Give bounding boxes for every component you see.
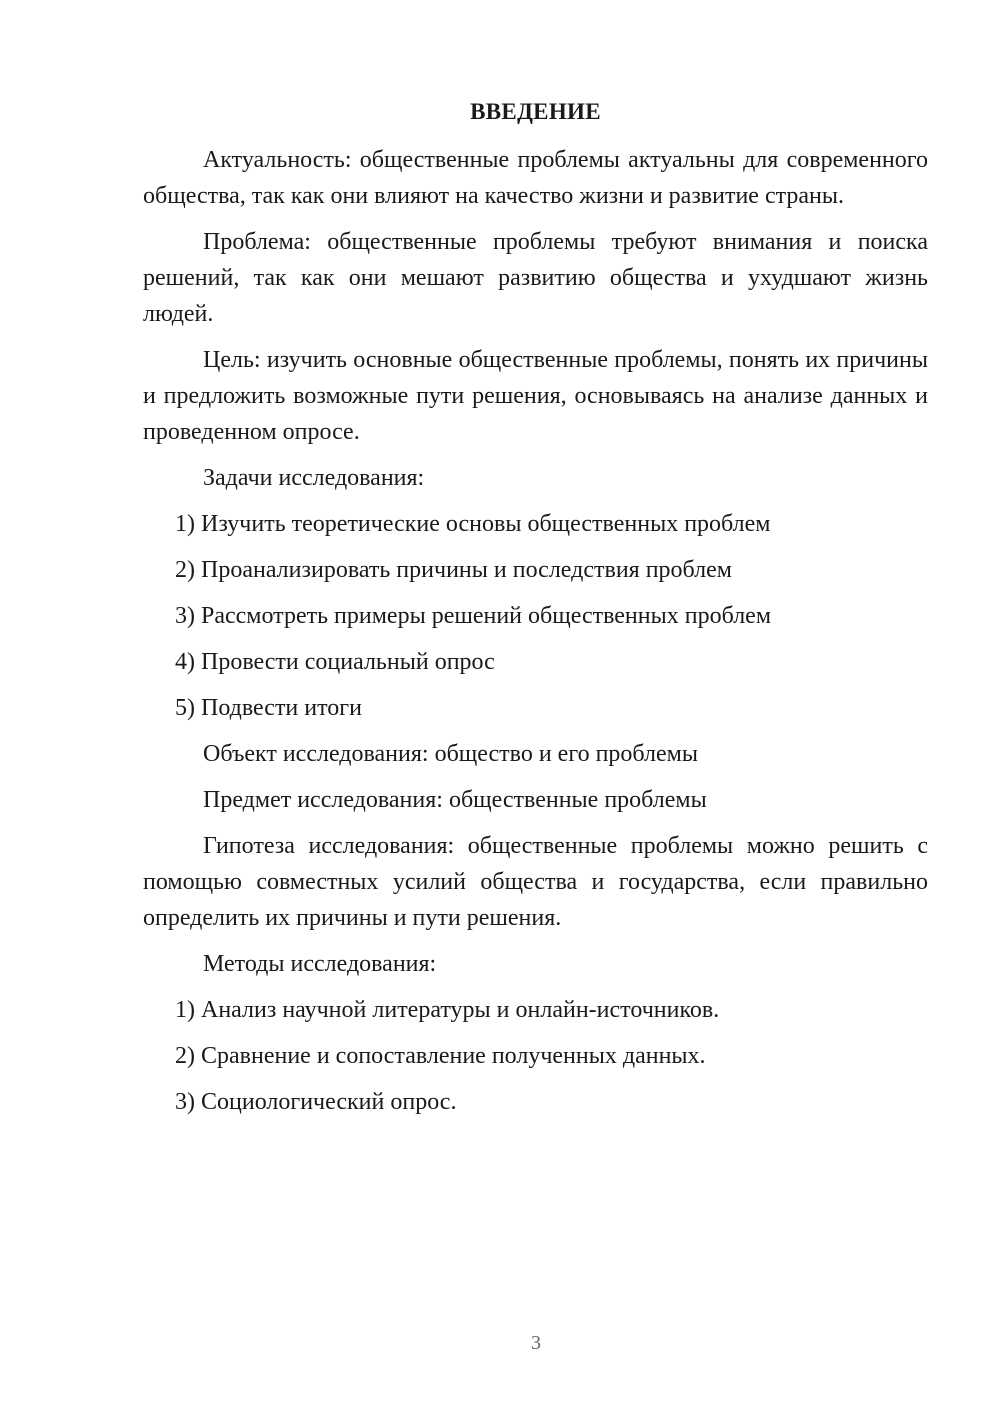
problem-paragraph: Проблема: общественные проблемы требуют внимания и поиска решений, так как они мешают развитию общества и ухудшают жизнь людей. [143,229,928,327]
task-item: 2) Проанализировать причины и последствия проблем [175,557,732,583]
tasks-heading: Задачи исследования: [203,465,425,491]
method-item: 1) Анализ научной литературы и онлайн-источников. [175,997,720,1023]
goal-paragraph: Цель: изучить основные общественные проблемы, понять их причины и предложить возможные пути решения, основываясь на анализе данных и проведенном опросе. [143,347,928,445]
methods-heading: Методы исследования: [203,951,437,977]
document-body [143,94,928,1130]
method-item: 3) Социологический опрос. [175,1089,457,1115]
research-object: Объект исследования: общество и его проблемы [203,741,698,767]
relevance-paragraph: Актуальность: общественные проблемы актуальны для современного общества, так как они влияют на качество жизни и развитие страны. [143,147,928,209]
method-item: 2) Сравнение и сопоставление полученных данных. [175,1043,706,1069]
task-item: 4) Провести социальный опрос [175,649,495,675]
research-subject: Предмет исследования: общественные проблемы [203,787,707,813]
task-item: 1) Изучить теоретические основы общественных проблем [175,511,771,537]
task-item: 5) Подвести итоги [175,695,362,721]
page-title: ВВЕДЕНИЕ [470,99,601,124]
task-item: 3) Рассмотреть примеры решений общественных проблем [175,603,772,629]
hypothesis-paragraph: Гипотеза исследования: общественные проблемы можно решить с помощью совместных усилий общества и государства, если правильно определить их причины и пути решения. [143,833,928,931]
page-number: 3 [531,1332,541,1354]
